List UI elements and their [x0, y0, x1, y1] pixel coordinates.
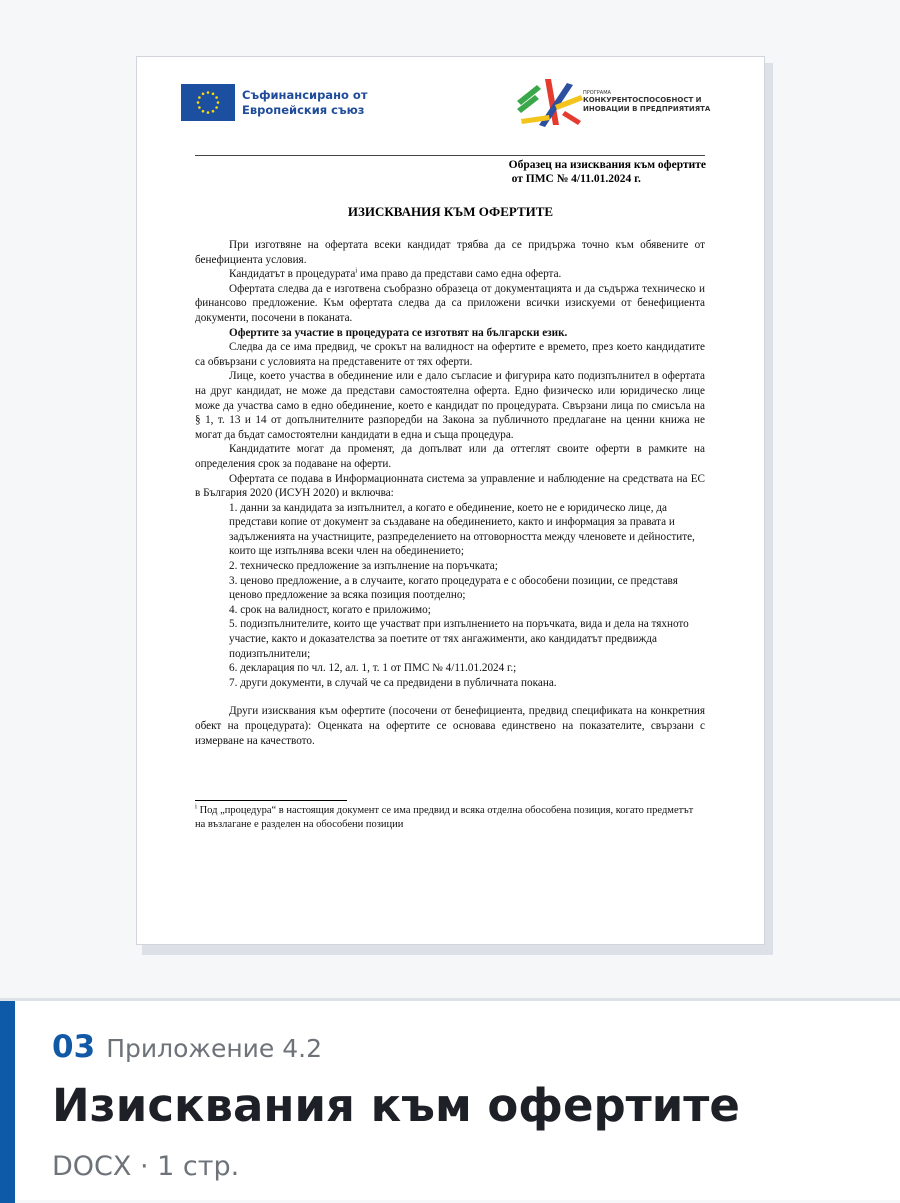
document-subtitle: Приложение 4.2: [106, 1034, 323, 1063]
eu-logo-line2: Европейския съюз: [242, 103, 365, 117]
footnote-marker: i: [195, 802, 197, 811]
paragraph: Офертата се подава в Информационната система за управление и наблюдение на средствата на ЕС в България 2020 (ИСУН 2020) и включва:: [195, 472, 705, 500]
footnote: [195, 804, 695, 831]
eu-logo-text: [242, 88, 367, 118]
paragraph: При изготвяне на офертата всеки кандидат трябва да се придържа точно към обявените от бенефициента условия.: [195, 239, 705, 266]
paragraph-text: има право да представи само една оферта.: [357, 268, 562, 281]
eu-flag-icon: [181, 84, 235, 121]
eu-logo-line1: Съфинансирано от: [242, 88, 368, 102]
list-item: 4. срок на валидност, когато е приложимо;: [229, 603, 431, 616]
paragraph-text: Кандидатът в процедурата: [229, 268, 356, 281]
program-label: ПРОГРАМА: [583, 90, 611, 96]
list-item: 1. данни за кандидата за изпълнител, а когато е обединение, което не е юридическо лице, да представи копие от документ за създаване на обединението, както и информация за правата и задълженията на участниците, разпределението на отговорността между членовете и дейностите, които ще изпълнява всеки член на обединението;: [229, 501, 695, 558]
sample-line2: от ПМС № 4/11.01.2024 г.: [511, 173, 641, 185]
eu-cofinanced-logo: [181, 84, 371, 124]
document-body: [195, 238, 705, 748]
document-meta: DOCX · 1 стр.: [52, 1151, 240, 1182]
sample-reference: [509, 158, 706, 186]
sample-line1: Образец на изисквания към офертите: [508, 159, 706, 171]
accent-bar: [0, 1001, 15, 1203]
requirements-list: [195, 501, 705, 691]
footnote-divider: [195, 800, 347, 801]
program-logo-text: [583, 90, 710, 114]
header-divider: [195, 155, 705, 156]
list-item: 5. подизпълнителите, които ще участват при изпълнението на поръчката, вида и дела на тяхното участие, както и доказателства за поетите от тях ангажименти, ако кандидатът предвижда подизпълнители;: [229, 618, 689, 660]
paragraph: Следва да се има предвид, че срокът на валидност на офертите е времето, през което кандидатите са обвързани с условията на представените от тях оферти.: [195, 341, 705, 368]
program-name-line1: КОНКУРЕНТОСПОСОБНОСТ И: [583, 96, 702, 104]
document-info-card[interactable]: [0, 998, 900, 1200]
footnote-ref[interactable]: i: [355, 266, 358, 275]
paragraph: Други изисквания към офертите (посочени от бенефициента, предвид спецификата на конкретния обект на процедурата): Оценката на офертите се основава единствено на показателите, свързани с измерване на качеството.: [195, 705, 705, 747]
document-number: 03: [52, 1029, 96, 1065]
paragraph: Лице, което участва в обединение или е дало съгласие и фигурира като подизпълнител в офертата на друг кандидат, не може да представи самостоятелна оферта. Едно физическо или юридическо лице може да участва само в едно обединение, което е кандидат по процедурата. Свързани лица по смисъла на § 1, т. 13 и 14 от допълнителните разпоредби на Закона за публичното предлагане на ценни книжа не могат да бъдат самостоятелни кандидати в една и съща процедура.: [195, 370, 705, 441]
list-item: 7. други документи, в случай че са предвидени в публичната покана.: [229, 676, 557, 689]
list-item: 6. декларация по чл. 12, ал. 1, т. 1 от ПМС № 4/11.01.2024 г.;: [229, 662, 517, 675]
program-emblem-icon: [515, 75, 585, 133]
list-item: 3. ценово предложение, а в случаите, когато процедурата е с обособени позиции, се представя ценово предложение за всяка позиция поотделно;: [229, 574, 678, 602]
paragraph: [195, 267, 705, 282]
program-logo: [515, 75, 715, 133]
list-item: 2. техническо предложение за изпълнение на поръчката;: [229, 560, 498, 573]
footnote-text: Под „процедура“ в настоящия документ се има предвид и всяка отделна обособена позиция, когато предметът на възлагане е разделен на обособени позиции: [195, 805, 694, 830]
document-page: [136, 56, 765, 945]
document-title: ИЗИСКВАНИЯ КЪМ ОФЕРТИТЕ: [347, 204, 554, 219]
document-number-row: [52, 1029, 322, 1065]
paragraph-bold: Офертите за участие в процедурата се изготвят на български език.: [229, 326, 568, 339]
document-name[interactable]: Изисквания към офертите: [52, 1079, 740, 1132]
paragraph: Кандидатите могат да променят, да допълват или да оттеглят своите оферти в рамките на определения срок за подаване на оферти.: [195, 443, 705, 470]
paragraph: Офертата следва да е изготвена съобразно образеца от документацията и да съдържа техническо и финансово предложение. Към офертата следва да са приложени всички изискуеми от бенефициента документи, посочени в поканата.: [195, 282, 705, 324]
program-name-line2: ИНОВАЦИИ В ПРЕДПРИЯТИЯТА: [583, 105, 711, 113]
